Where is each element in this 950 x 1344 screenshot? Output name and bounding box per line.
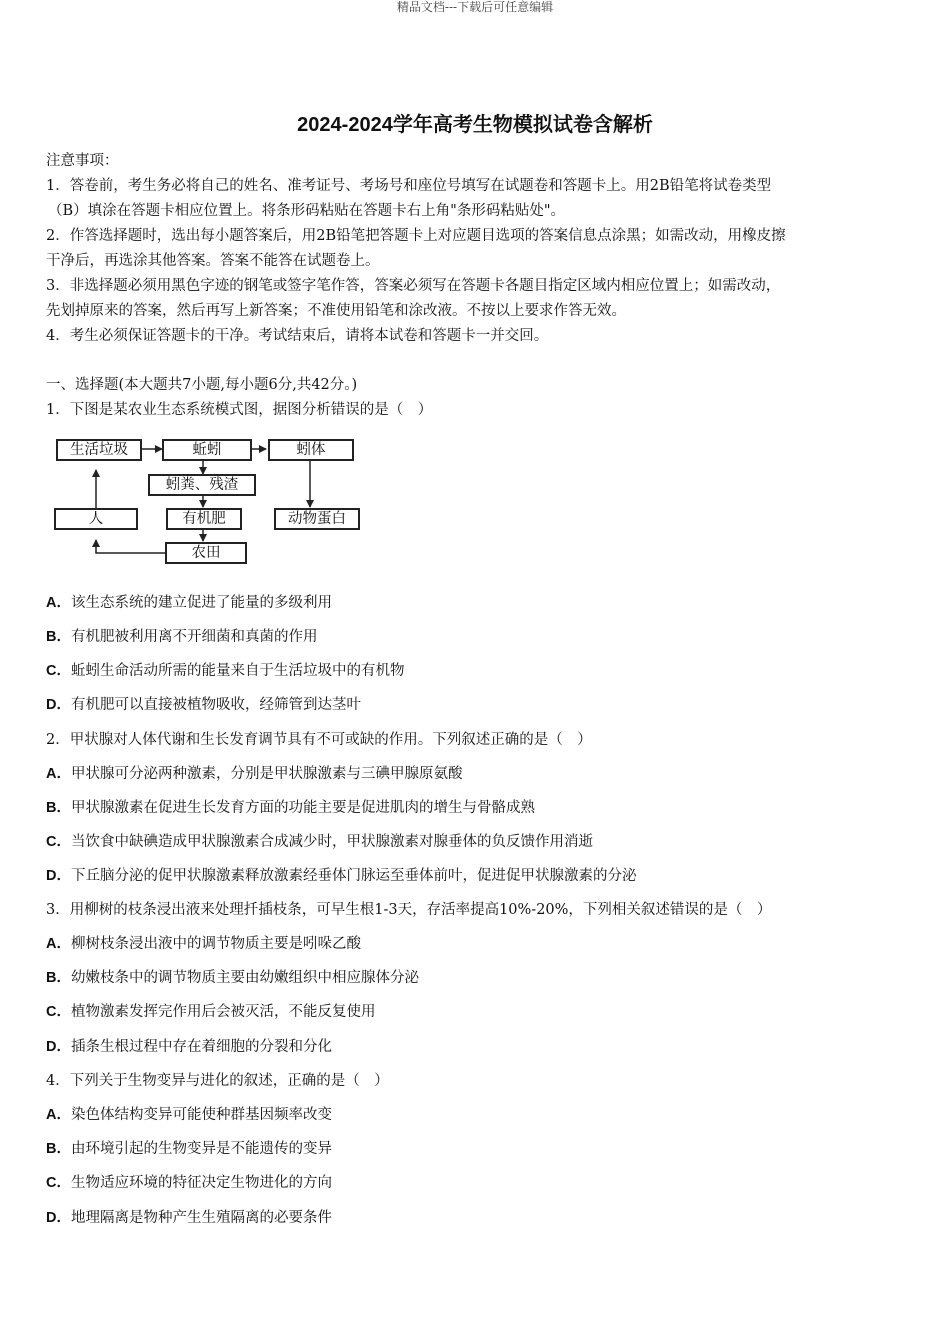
option-a — [46, 592, 332, 614]
option-letter: B． — [46, 800, 71, 816]
option-letter: D． — [46, 1210, 71, 1226]
option-text: 下丘脑分泌的促甲状腺激素释放激素经垂体门脉运至垂体前叶，促进促甲状腺激素的分泌 — [70, 868, 637, 884]
option-letter: A． — [46, 766, 71, 782]
option-c — [46, 1172, 332, 1194]
section-heading: 一、选择题(本大题共7小题,每小题6分,共42分。) — [46, 377, 358, 393]
option-letter: A． — [46, 1107, 71, 1123]
option-letter: C． — [46, 663, 71, 679]
question-stem: 1．下图是某农业生态系统模式图，据图分析错误的是（ ） — [46, 402, 433, 418]
notice-line: 先划掉原来的答案，然后再写上新答案；不准使用铅笔和涂改液。不按以上要求作答无效。 — [46, 303, 626, 319]
option-text: 甲状腺激素在促进生长发育方面的功能主要是促进肌肉的增生与骨骼成熟 — [70, 800, 535, 816]
option-text: 染色体结构变异可能使种群基因频率改变 — [70, 1107, 332, 1123]
option-letter: C． — [46, 834, 71, 850]
option-c — [46, 831, 593, 853]
option-b — [46, 967, 419, 989]
option-a — [46, 1104, 332, 1126]
option-text: 地理隔离是物种产生生殖隔离的必要条件 — [70, 1210, 332, 1226]
notice-line: 干净后，再选涂其他答案。答案不能答在试题卷上。 — [46, 253, 380, 269]
option-letter: C． — [46, 1175, 71, 1191]
node-protein: 动物蛋白 — [274, 508, 360, 530]
option-letter: A． — [46, 595, 71, 611]
option-text: 该生态系统的建立促进了能量的多级利用 — [70, 595, 332, 611]
option-letter: B． — [46, 1141, 71, 1157]
option-d — [46, 694, 361, 716]
node-garbage: 生活垃圾 — [56, 439, 142, 461]
notice-line: 2．作答选择题时，选出每小题答案后，用2B铅笔把答题卡上对应题目选项的答案信息点涂黑；如需改动，用橡皮擦 — [46, 228, 786, 244]
option-d — [46, 1207, 332, 1229]
question-stem: 2．甲状腺对人体代谢和生长发育调节具有不可或缺的作用。下列叙述正确的是（ ） — [46, 732, 592, 748]
option-text: 当饮食中缺碘造成甲状腺激素合成减少时，甲状腺激素对腺垂体的负反馈作用消逝 — [70, 834, 593, 850]
option-text: 插条生根过程中存在着细胞的分裂和分化 — [70, 1039, 332, 1055]
option-text: 由环境引起的生物变异是不能遗传的变异 — [70, 1141, 332, 1157]
option-letter: D． — [46, 868, 71, 884]
option-d — [46, 865, 636, 887]
option-a — [46, 763, 462, 785]
notice-line: 1．答卷前，考生务必将自己的姓名、准考证号、考场号和座位号填写在试题卷和答题卡上。用2B铅笔将试卷类型 — [46, 178, 772, 194]
option-letter: C． — [46, 1004, 71, 1020]
notice-line: 4．考生必须保证答题卡的干净。考试结束后，请将本试卷和答题卡一并交回。 — [46, 328, 549, 344]
option-text: 幼嫩枝条中的调节物质主要由幼嫩组织中相应腺体分泌 — [70, 970, 419, 986]
option-b — [46, 797, 535, 819]
option-letter: D． — [46, 1039, 71, 1055]
option-a — [46, 933, 361, 955]
option-d — [46, 1036, 332, 1058]
node-fertilizer: 有机肥 — [166, 508, 242, 530]
option-c — [46, 1001, 375, 1023]
node-farmland: 农田 — [165, 542, 247, 564]
option-letter: B． — [46, 970, 71, 986]
notice-line: 3．非选择题必须用黑色字迹的钢笔或签字笔作答，答案必须写在答题卡各题目指定区域内相应位置上；如需改动， — [46, 278, 781, 294]
option-c — [46, 660, 404, 682]
option-b — [46, 1138, 332, 1160]
question-stem: 3．用柳树的枝条浸出液来处理扦插枝条，可早生根1-3天，存活率提高10%-20%，下列相关叙述错误的是（ ） — [46, 902, 772, 918]
option-b — [46, 626, 317, 648]
ecosystem-diagram — [48, 432, 378, 572]
option-text: 柳树枝条浸出液中的调节物质主要是吲哚乙酸 — [70, 936, 361, 952]
option-text: 蚯蚓生命活动所需的能量来自于生活垃圾中的有机物 — [70, 663, 405, 679]
option-text: 有机肥被利用离不开细菌和真菌的作用 — [70, 629, 318, 645]
document-title: 2024-2024学年高考生物模拟试卷含解析 — [297, 114, 653, 136]
option-letter: B． — [46, 629, 71, 645]
option-letter: D． — [46, 697, 71, 713]
node-worm-body: 蚓体 — [268, 439, 354, 461]
node-person: 人 — [54, 508, 138, 530]
option-text: 生物适应环境的特征决定生物进化的方向 — [70, 1175, 332, 1191]
option-text: 甲状腺可分泌两种激素，分别是甲状腺激素与三碘甲腺原氨酸 — [70, 766, 463, 782]
node-earthworm: 蚯蚓 — [162, 439, 252, 461]
option-text: 有机肥可以直接被植物吸收，经筛管到达茎叶 — [70, 697, 361, 713]
question-stem: 4．下列关于生物变异与进化的叙述，正确的是（ ） — [46, 1073, 389, 1089]
page-header-note: 精品文档---下载后可任意编辑 — [396, 0, 554, 14]
node-waste: 蚓粪、残渣 — [148, 474, 256, 496]
notice-heading: 注意事项： — [46, 153, 119, 169]
notice-line: （B）填涂在答题卡相应位置上。将条形码粘贴在答题卡右上角"条形码粘贴处"。 — [48, 203, 565, 219]
option-text: 植物激素发挥完作用后会被灭活，不能反复使用 — [70, 1004, 376, 1020]
option-letter: A． — [46, 936, 71, 952]
